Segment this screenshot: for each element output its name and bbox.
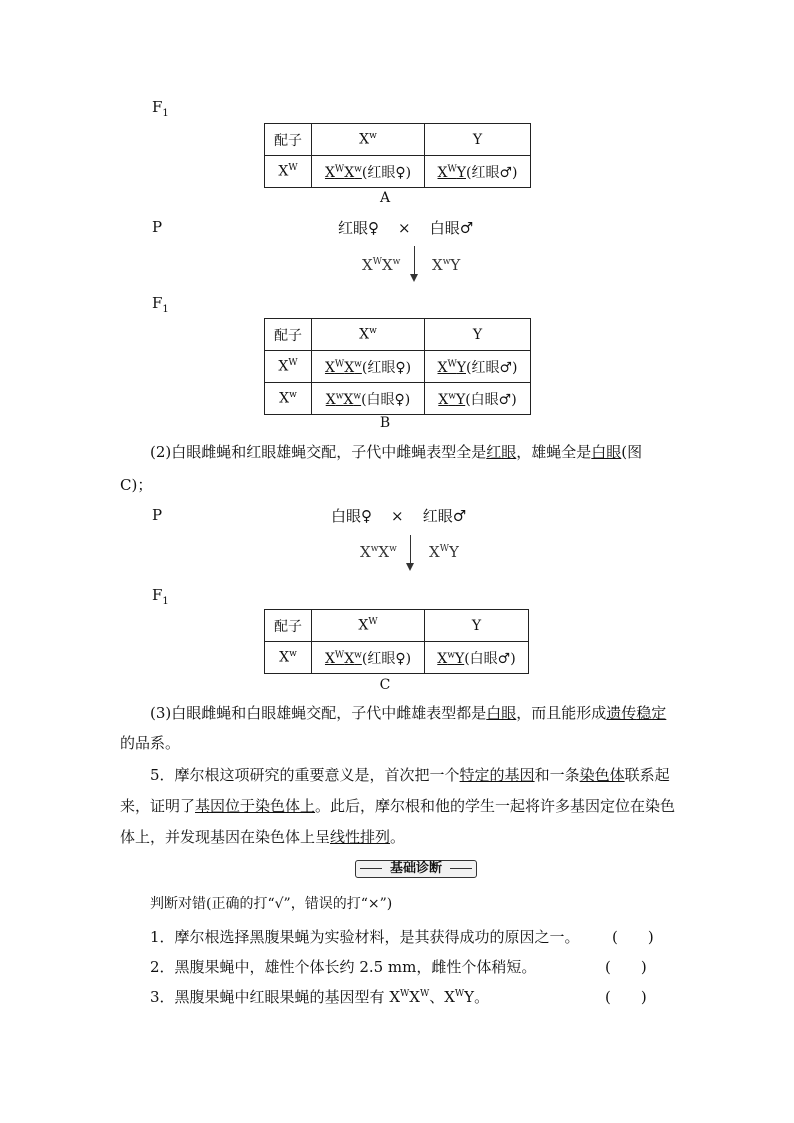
question-3: 3．黑腹果蝇中红眼果蝇的基因型有 $X^WX^W$、$X^WY$。: [150, 988, 490, 1006]
paragraph-5: 5．摩尔根这项研究的重要意义是，首次把一个特定的基因和一条染色体联系起来，证明了基因位于染色体上。此后，摩尔根和他的学生一起将许多基因定位在染色体上，并发现基因在染色体上呈线性排列。: [120, 766, 676, 846]
punnett-table-b: [264, 318, 531, 415]
question-2: 2．黑腹果蝇中，雄性个体长约 2.5 mm，雌性个体稍短。: [150, 958, 537, 976]
p-label: P: [152, 218, 163, 236]
table-header-cell: 配子: [265, 124, 312, 156]
table-header-cell: $X^W$: [312, 610, 425, 642]
gametes-female-c: $X^wX^w$: [360, 543, 397, 561]
table-cell: $X^wY$(白眼♂): [425, 642, 529, 674]
paragraph-2: (2)白眼雌蝇和红眼雄蝇交配，子代中雌蝇表型全是红眼，雄蝇全是白眼(图: [150, 443, 643, 461]
arrow-head: [410, 274, 418, 282]
answer-paren[interactable]: ( ): [612, 928, 654, 946]
cross-parents-c: 白眼♀ × 红眼♂: [331, 507, 467, 525]
paragraph-2-cont: C)；: [120, 476, 153, 494]
f1-label: $F_1$: [152, 98, 169, 119]
punnett-table-a: [264, 123, 531, 188]
table-caption-b: B: [379, 415, 391, 431]
table-caption-c: C: [379, 677, 391, 693]
table-header-cell: Y: [425, 610, 529, 642]
table-header-cell: $X^w$: [312, 124, 425, 156]
answer-paren[interactable]: ( ): [605, 988, 647, 1006]
answer-paren[interactable]: ( ): [605, 958, 647, 976]
table-cell: $X^w$: [265, 642, 312, 674]
table-header-cell: $X^w$: [312, 319, 425, 351]
table-cell: $X^WX^w$(红眼♀): [312, 642, 425, 674]
table-cell: $X^WY$(红眼♂): [425, 351, 531, 383]
table-header-cell: Y: [425, 319, 531, 351]
table-cell: $X^WX^w$(红眼♀): [312, 351, 425, 383]
table-cell: $X^WX^w$(红眼♀): [312, 156, 425, 188]
cross-parents-b: 红眼♀ × 白眼♂: [338, 219, 474, 237]
table-caption-a: A: [379, 190, 391, 206]
table-cell: $X^wX^w$(白眼♀): [312, 383, 425, 415]
table-header-cell: 配子: [265, 610, 312, 642]
table-cell: $X^w$: [265, 383, 312, 415]
judge-title: 判断对错(正确的打“√”，错误的打“×”): [150, 896, 393, 912]
gametes-male-c: $X^WY$: [429, 543, 459, 561]
table-cell: $X^wY$(白眼♂): [425, 383, 531, 415]
table-cell: $X^W$: [265, 351, 312, 383]
paragraph-3: (3)白眼雌蝇和白眼雄蝇交配，子代中雌雄表型都是白眼，而且能形成遗传稳定的品系。: [120, 704, 667, 752]
f1-label: $F_1$: [152, 294, 169, 315]
table-cell: $X^WY$(红眼♂): [425, 156, 531, 188]
table-header-cell: 配子: [265, 319, 312, 351]
gametes-female-b: $X^WX^w$: [362, 256, 401, 274]
punnett-table-c: [264, 609, 529, 674]
cross-arrow: [410, 535, 411, 565]
p-label: P: [152, 506, 163, 524]
table-header-cell: Y: [425, 124, 531, 156]
arrow-head: [406, 563, 414, 571]
f1-label: $F_1$: [152, 586, 169, 607]
gametes-male-b: $X^wY$: [432, 256, 461, 274]
cross-arrow: [414, 246, 415, 276]
section-badge: 基础诊断: [355, 860, 477, 878]
table-cell: $X^W$: [265, 156, 312, 188]
question-1: 1．摩尔根选择黑腹果蝇为实验材料，是其获得成功的原因之一。: [150, 928, 580, 946]
